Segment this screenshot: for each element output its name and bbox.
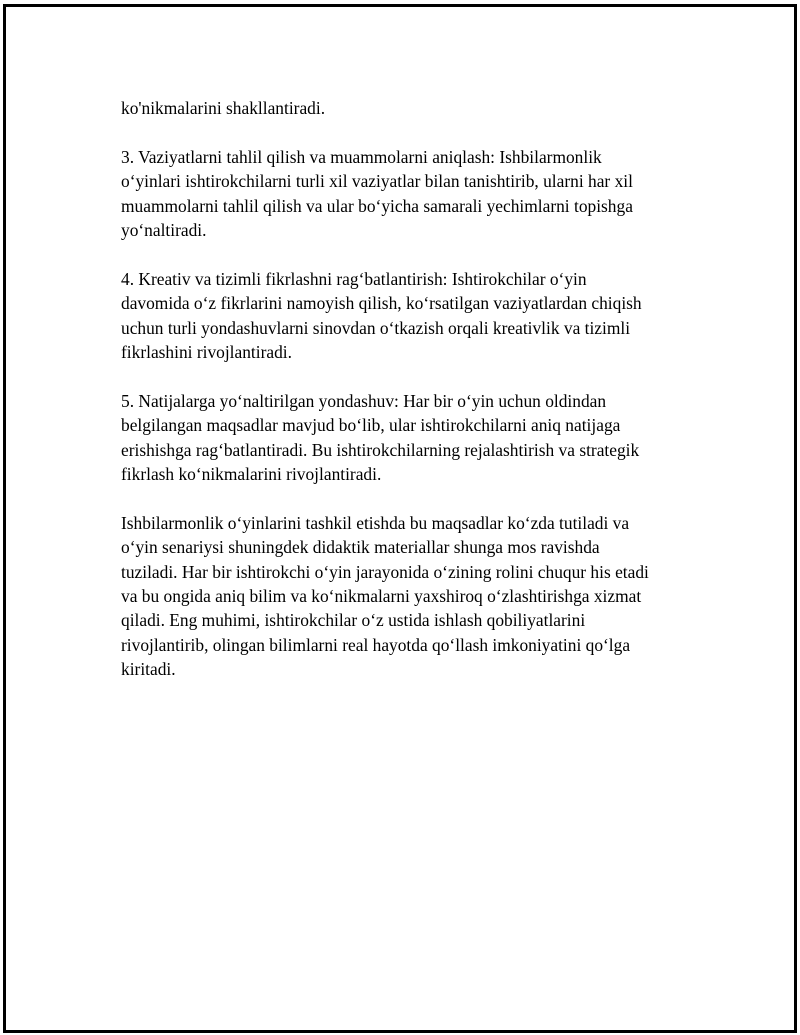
paragraph-conclusion: Ishbilarmonlik o‘yinlarini tashkil etishda bu maqsadlar ko‘zda tutiladi va o‘yin senariysi shuningdek didaktik materiallar shunga mos ravishda tuziladi. Har bir ishtirokchi o‘yin jarayonida o‘zining rolini chuqur his etadi va bu ongida aniq bilim va ko‘nikmalarni yaxshiroq o‘zlashtirishga xizmat qiladi. Eng muhimi, ishtirokchilar o‘z ustida ishlash qobiliyatlarini rivojlantirib, olingan bilimlarni real hayotda qo‘llash imkoniyatini qo‘lga kiritadi. <box>121 512 649 680</box>
paragraph-item-4: 4. Kreativ va tizimli fikrlashni rag‘batlantirish: Ishtirokchilar o‘yin davomida o‘z fikrlarini namoyish qilish, ko‘rsatilgan vaziyatlardan chiqish uchun turli yondashuvlarni sinovdan o‘tkazish orqali kreativlik va tizimli fikrlashini rivojlantiradi. <box>121 268 642 363</box>
paragraph-item-5: 5. Natijalarga yo‘naltirilgan yondashuv: Har bir o‘yin uchun oldindan belgilangan maqsadlar mavjud bo‘lib, ular ishtirokchilarni aniq natijaga erishishga rag‘batlantiradi. Bu ishtirokchilarning rejalashtirish va strategik fikrlash ko‘nikmalarini rivojlantiradi. <box>121 390 640 485</box>
paragraph-continuation: ko'nikmalarini shakllantiradi. <box>121 98 326 118</box>
page-frame <box>3 4 797 1033</box>
paragraph-item-3: 3. Vaziyatlarni tahlil qilish va muammolarni aniqlash: Ishbilarmonlik o‘yinlari ishtirokchilarni turli xil vaziyatlar bilan tanishtirib, ularni har xil muammolarni tahlil qilish va ular bo‘yicha samarali yechimlarni topishga yo‘naltiradi. <box>121 146 633 241</box>
page-content <box>121 96 691 706</box>
